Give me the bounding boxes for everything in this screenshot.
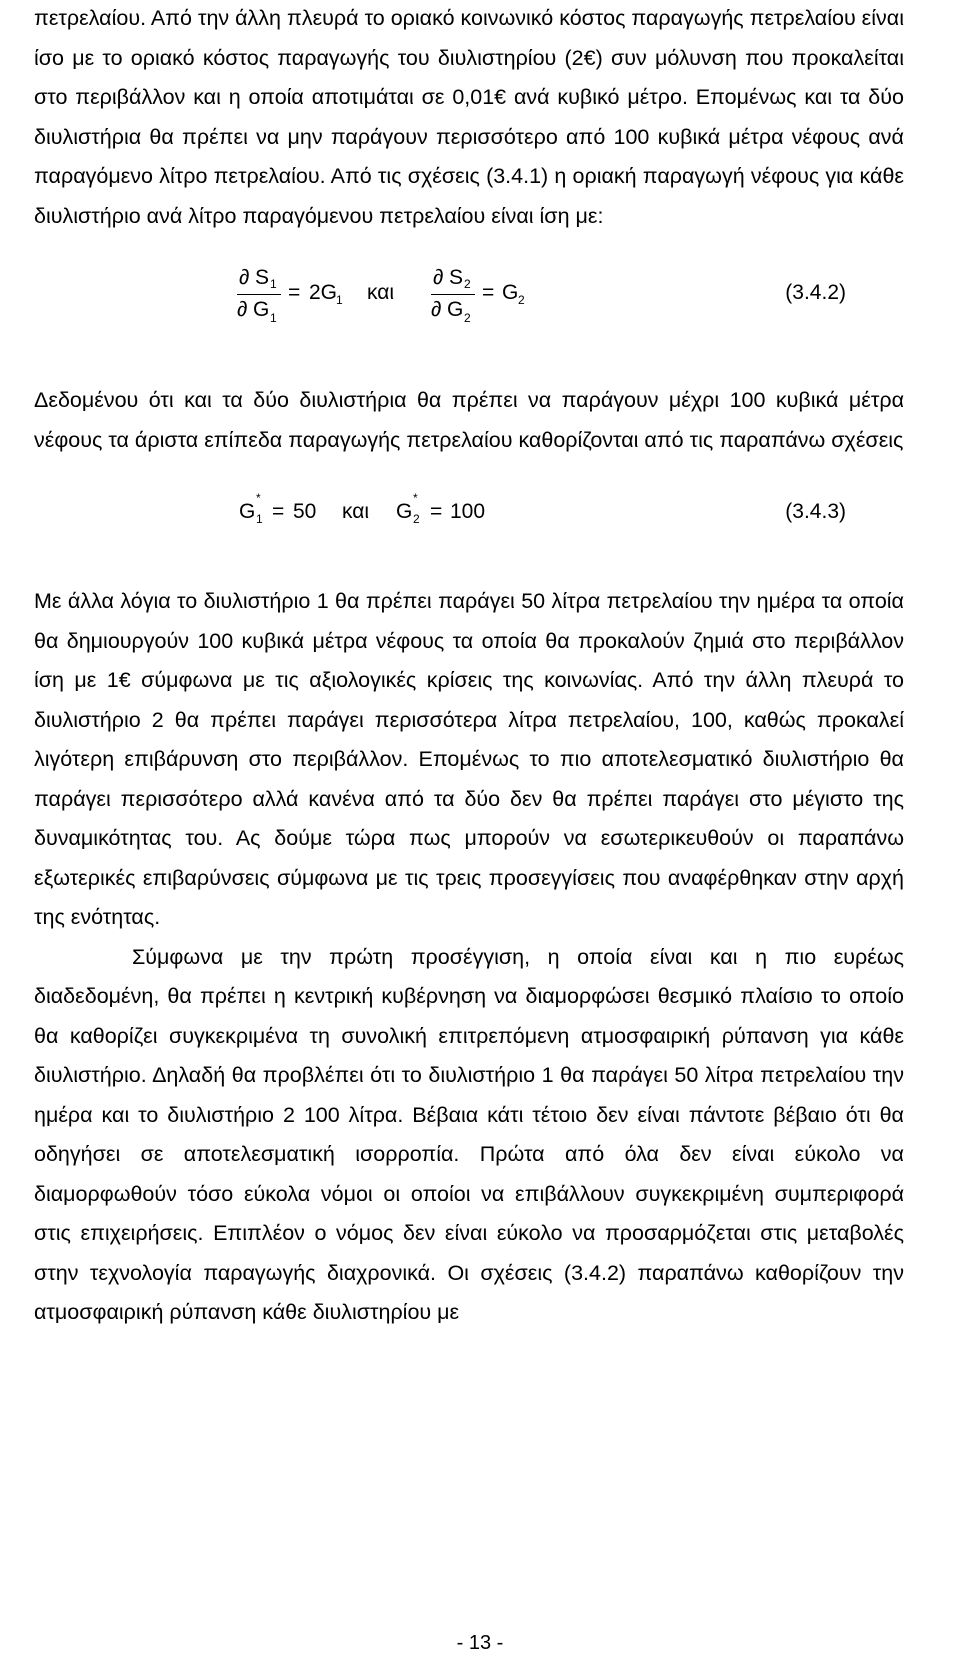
denominator-g: G (447, 298, 464, 321)
paragraph-3: Με άλλα λόγια το διυλιστήριο 1 θα πρέπει παράγει 50 λίτρα πετρελαίου την ημέρα τα οποία θα δημιουργούν 100 κυβικά μέτρα νέφους τα οποία θα προκαλούν ζημιά στο περιβάλλον ίση με 1€ σύμφωνα με τις αξιολογικές κρίσεις της κοινωνίας. Από την άλλη πλευρά το διυλιστήριο 2 θα πρέπει παράγει περισσότερα λίτρα πετρελαίου, 100, καθώς προκαλεί λιγότερη επιβάρυνση στο περιβάλλον. Επομένως το πιο αποτελεσματικό διυλιστήριο θα παράγει περισσότερο αλλά κανένα από τα δύο δεν θα πρέπει παράγει στο μέγιστο της δυναμικότητας του. Ας δούμε τώρα πως μπορούν να εσωτερικευθούν οι παραπάνω εξωτερικές επιβαρύνσεις σύμφωνα με τις τρεις προσεγγίσεις που αναφέρθηκαν στην αρχή της ενότητας. (34, 589, 904, 929)
value-100: 100 (450, 500, 486, 523)
document-page (34, 0, 904, 1333)
numerator-s: S (255, 266, 270, 289)
equals-sign: = (288, 281, 301, 304)
star-superscript: * (413, 491, 418, 505)
subscript-1: 1 (256, 512, 263, 526)
star-superscript: * (256, 491, 261, 505)
paragraph-2: Δεδομένου ότι και τα δύο διυλιστήρια θα πρέπει να παράγουν μέχρι 100 κυβικά μέτρα νέφους τα άριστα επίπεδα παραγωγής πετρελαίου καθορίζονται από τις παραπάνω σχέσεις (34, 388, 904, 452)
fraction-bar (431, 294, 475, 295)
conjunction-and: και (367, 281, 395, 304)
denominator-g: G (253, 298, 270, 321)
equation-3-4-3 (34, 490, 904, 550)
numerator-subscript: 1 (270, 277, 277, 291)
paragraph-1: πετρελαίου. Από την άλλη πλευρά το οριακό κοινωνικό κόστος παραγωγής πετρελαίου είναι ίσο με το οριακό κόστος παραγωγής του διυλιστηρίου (2€) συν μόλυνση που προκαλείται στο περιβάλλον και η οποία αποτιμάται σε 0,01€ ανά κυβικό μέτρο. Επομένως και τα δύο διυλιστήρια θα πρέπει να μην παράγουν περισσότερο από 100 κυβικά μέτρα νέφους ανά παραγόμενο λίτρο πετρελαίου. Από τις σχέσεις (3.4.1) η οριακή παραγωγή νέφους για κάθε διυλιστήριο ανά λίτρο παραγόμενου πετρελαίου είναι ίση με: (34, 6, 904, 228)
denominator-subscript: 2 (464, 311, 471, 325)
conjunction-and: και (342, 500, 370, 523)
numerator-subscript: 2 (464, 277, 471, 291)
variable-g1: G (239, 500, 256, 523)
paragraph-4: Σύμφωνα με την πρώτη προσέγγιση, η οποία είναι και η πιο ευρέως διαδεδομένη, θα πρέπει η κεντρική κυβέρνηση να διαμορφώσει θεσμικό πλαίσιο το οποίο θα καθορίζει συγκεκριμένα τη συνολική επιτρεπόμενη ατμοσφαιρική ρύπανση για κάθε διυλιστήριο. Δηλαδή θα προβλέπει ότι το διυλιστήριο 1 θα παράγει 50 λίτρα πετρελαίου την ημέρα και το διυλιστήριο 2 100 λίτρα. Βέβαια κάτι τέτοιο δεν είναι πάντοτε βέβαιο ότι θα οδηγήσει σε αποτελεσματική ισορροπία. Πρώτα από όλα δεν είναι εύκολο να διαμορφωθούν τόσο εύκολα νόμοι οι οποίοι να επιβάλλουν συγκεκριμένη συμπεριφορά στις επιχειρήσεις. Επιπλέον ο νόμος δεν είναι εύκολο να προσαρμόζεται στις μεταβολές στην τεχνολογία παραγωγής διαχρονικά. Οι σχέσεις (3.4.2) παραπάνω καθορίζουν την ατμοσφαιρική ρύπανση κάθε διυλιστηρίου με (34, 944, 904, 1324)
rhs-g: G (502, 281, 519, 304)
equation-3-4-2 (34, 266, 904, 351)
rhs-2g: 2G (309, 281, 338, 304)
rhs-subscript: 1 (336, 293, 343, 307)
subscript-2: 2 (413, 512, 420, 526)
partial-symbol: ∂ (237, 298, 248, 321)
partial-symbol: ∂ (431, 298, 442, 321)
value-50: 50 (293, 500, 317, 523)
denominator-subscript: 1 (270, 311, 277, 325)
numerator-s: S (449, 266, 464, 289)
rhs-subscript: 2 (518, 293, 525, 307)
equals-sign: = (430, 500, 443, 523)
variable-g2: G (396, 500, 413, 523)
page-number: - 13 - (456, 1632, 504, 1654)
equals-sign: = (272, 500, 285, 523)
equation-number: (3.4.3) (785, 500, 846, 523)
fraction-bar (237, 294, 281, 295)
equals-sign: = (482, 281, 495, 304)
partial-symbol: ∂ (239, 266, 250, 289)
partial-symbol: ∂ (433, 266, 444, 289)
equation-number: (3.4.2) (785, 281, 846, 304)
